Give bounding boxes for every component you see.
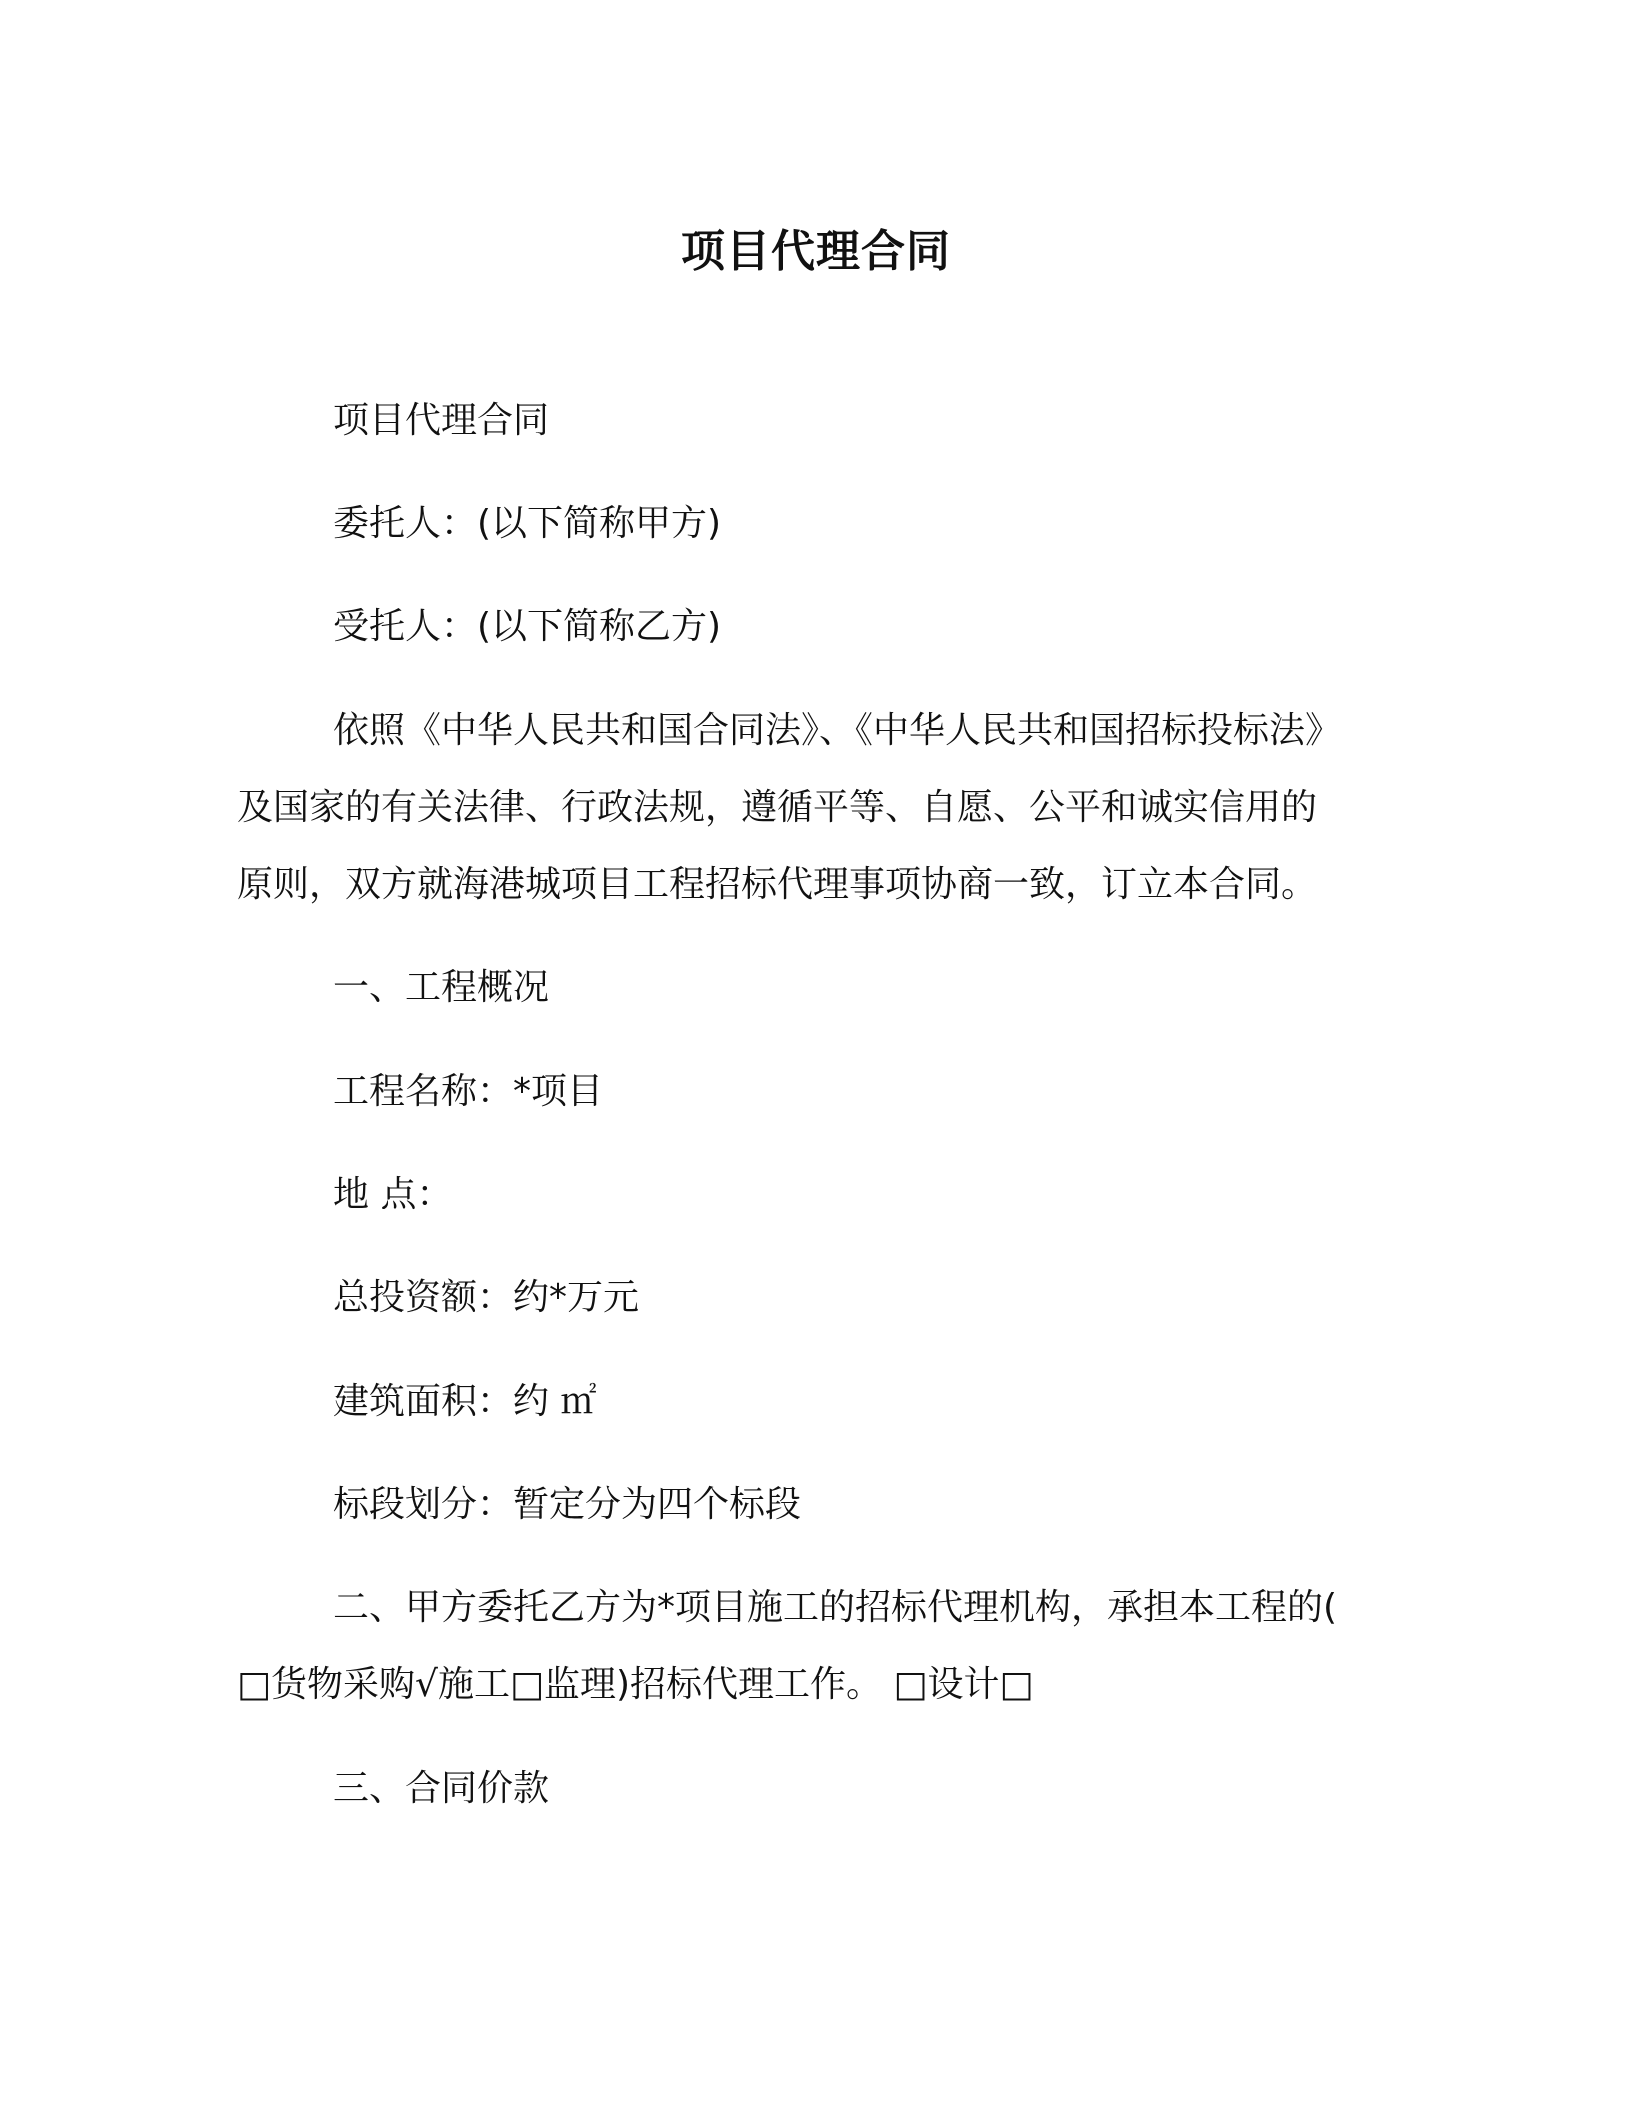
section-2-line-2: □货物采购√施工□监理)招标代理工作。 □设计□: [237, 1664, 1034, 1705]
principal-line: 委托人：(以下简称甲方): [333, 503, 722, 544]
document-title: 项目代理合同: [681, 226, 951, 277]
subtitle-line: 项目代理合同: [333, 400, 550, 441]
section-2-line-1: 二、甲方委托乙方为*项目施工的招标代理机构，承担本工程的(: [333, 1587, 1338, 1628]
intro-paragraph-line-1: 依照《中华人民共和国合同法》、《中华人民共和国招标投标法》: [333, 710, 1342, 751]
project-name-line: 工程名称：*项目: [333, 1071, 604, 1112]
intro-paragraph-line-2: 及国家的有关法律、行政法规，遵循平等、自愿、公平和诚实信用的: [237, 787, 1318, 828]
intro-paragraph-line-3: 原则，双方就海港城项目工程招标代理事项协商一致，订立本合同。: [237, 864, 1318, 905]
agent-line: 受托人：(以下简称乙方): [333, 606, 722, 647]
section-1-heading: 一、工程概况: [333, 967, 550, 1008]
location-line: 地 点：: [333, 1174, 453, 1215]
floor-area-line: 建筑面积：约 ㎡: [333, 1381, 597, 1422]
section-3-heading: 三、合同价款: [333, 1768, 550, 1809]
sections-division-line: 标段划分：暂定分为四个标段: [333, 1484, 802, 1525]
total-investment-line: 总投资额：约*万元: [333, 1277, 640, 1318]
